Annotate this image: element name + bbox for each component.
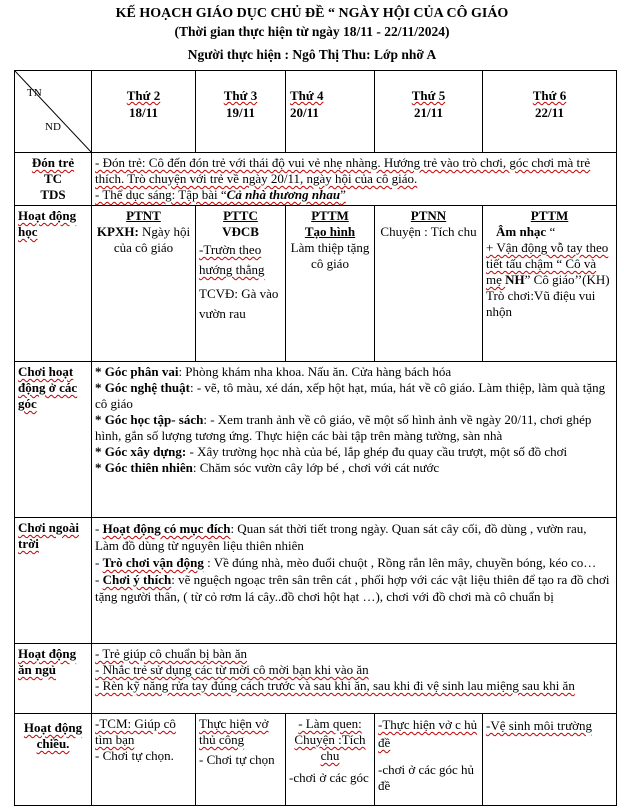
chieu-col-2: Thực hiện vở thủ công - Chơi tự chọn <box>196 714 286 806</box>
hoc-col-5: PTTM Âm nhạc “ + Vận động vỗ tay theo tiết tấu chậm “ Cô và mẹ NH” Cô giáo’’(KH) Trò chơi:Vũ điệu vui nhộn <box>483 206 617 362</box>
chieu-col-4: -Thực hiện vở c hủ đề -chơi ở các góc hủ đề <box>375 714 483 806</box>
row-label-chieu: Hoạt động chiều. <box>15 714 92 806</box>
plan-table <box>14 70 617 806</box>
header-row <box>15 71 617 153</box>
row-hoat-dong-hoc <box>15 206 617 362</box>
an-ngu-content: - Trẻ giúp cô chuẩn bị bàn ăn - Nhắc trẻ sử dụng các từ mời cô mời bạn khi vào ăn - Rèn kỹ năng rửa tay đúng cách trước và sau khi ăn, sau khi đi vệ sinh lau miệng sau khi ăn <box>92 644 617 714</box>
don-tre-content: - Đón trẻ: Cô đến đón trẻ với thái độ vui vẻ nhẹ nhàng. Hướng trẻ vào trò chơi, góc chơi mà trẻ thích. Trò chuyện với trẻ về ngày 20/11, ngày hội của cô giáo. - Thể dục sáng: Tập bài “Cả nhà thương nhau” <box>92 153 617 206</box>
ngoai-troi-content: - Hoạt động có mục đích: Quan sát thời tiết trong ngày. Quan sát cây cối, đồ dùng , vườn rau, Làm đồ dùng từ nguyên liệu thiên nhiên - Trò chơi vận động : Về đúng nhà, mèo đuổi chuột , Rồng rắn lên mây, chuyền bóng, kéo co… - Chơi ý thích: vẽ nguệch ngoạc trên sân trên cát , phối hợp với các vật liệu thiên để tạo ra đồ chơi tặng người thân, ( từ cỏ rơm lá cây..đồ chơi hột hạt …), chơi với đồ chơi mà cô chuẩn bị <box>92 518 617 644</box>
chieu-col-5: -Vệ sinh môi trường <box>483 714 617 806</box>
plan-time: (Thời gian thực hiện từ ngày 18/11 - 22/11/2024) <box>174 24 450 39</box>
hoc-col-3: PTTM Tạo hình Làm thiệp tặng cô giáo <box>286 206 375 362</box>
chieu-col-1: -TCM: Giúp cô tìm bạn - Chơi tự chọn. <box>92 714 196 806</box>
corner-cell <box>15 71 92 153</box>
diagonal-line <box>15 71 92 153</box>
corner-bottom: ND <box>45 121 61 133</box>
hoc-col-2: PTTC VĐCB -Trườn theo hướng thẳng TCVĐ: Gà vào vườn rau <box>196 206 286 362</box>
day-header: Thứ 6 22/11 <box>483 71 617 153</box>
plan-teacher: Người thực hiện : Ngô Thị Thu: Lớp nhỡ A <box>187 47 437 62</box>
chieu-col-3: - Làm quen: Chuyện :Tích chu -chơi ở các góc <box>286 714 375 806</box>
row-label-ngoai-troi: Chơi ngoài trời <box>15 518 92 644</box>
corner-top: TN <box>27 87 42 99</box>
plan-title: KẾ HOẠCH GIÁO DỤC CHỦ ĐỀ “ NGÀY HỘI CỦA CÔ GIÁO <box>115 6 509 21</box>
day-header: Thứ 4 20/11 <box>286 71 375 153</box>
goc-content: * Góc phân vai: Phòng khám nha khoa. Nấu ăn. Cửa hàng bách hóa * Góc nghệ thuật: - vẽ, tô màu, xé dán, xếp hột hạt, múa, hát về cô giáo. Làm thiệp, làm quà tặng cô giáo * Góc học tập- sách: - Xem tranh ảnh về cô giáo, vẽ một số hình ảnh về ngày 20/11, chơi ghép hình, gắn số lượng tương ứng. Thực hiện các bài tập trên màng tường, sàn nhà * Góc xây dựng: - Xây trường học nhà của bé, lắp ghép đu quay cầu trượt, một số đồ chơi * Góc thiên nhiên: Chăm sóc vườn cây lớp bé , chơi với cát nước <box>92 362 617 518</box>
row-label-goc: Chơi hoạt động ở các góc <box>15 362 92 518</box>
hoc-col-4: PTNN Chuyện : Tích chu <box>375 206 483 362</box>
hoc-col-1: PTNT KPXH: Ngày hội của cô giáo <box>92 206 196 362</box>
row-don-tre <box>15 153 617 206</box>
row-an-ngu <box>15 644 617 714</box>
day-header: Thứ 2 18/11 <box>92 71 196 153</box>
row-chieu <box>15 714 617 806</box>
row-label-hoc: Hoạt động học <box>15 206 92 362</box>
row-label-an-ngu: Hoạt động ăn ngủ <box>15 644 92 714</box>
row-ngoai-troi <box>15 518 617 644</box>
row-choi-goc <box>15 362 617 518</box>
day-header: Thứ 5 21/11 <box>375 71 483 153</box>
day-header: Thứ 3 19/11 <box>196 71 286 153</box>
row-label-don-tre: Đón trẻ TC TDS <box>15 153 92 206</box>
